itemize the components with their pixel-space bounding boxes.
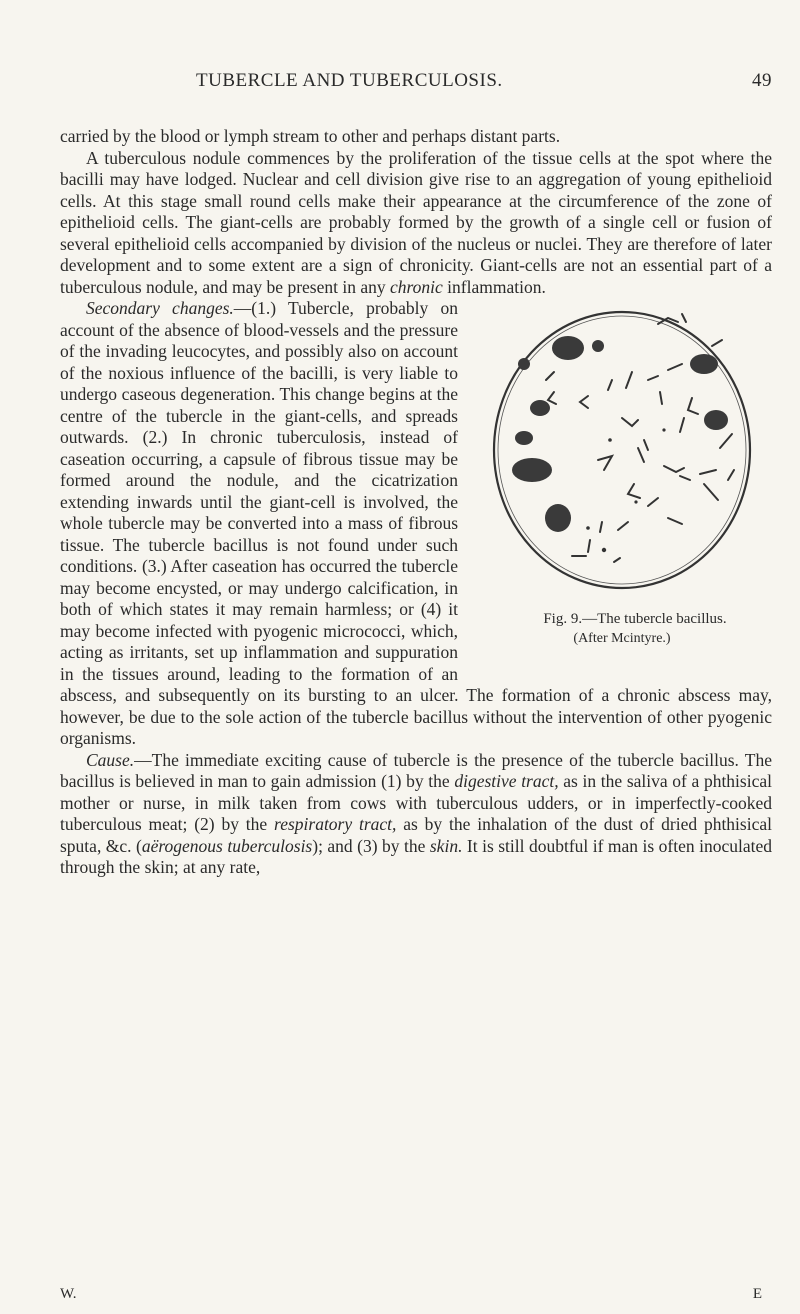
respiratory-tract-emphasis: respiratory tract,: [274, 814, 397, 834]
paragraph-2-end: inflammation.: [442, 276, 546, 297]
paragraph-4-text-c: as by the inhalation of the dust of dried phthisical sputa, &c. (: [60, 814, 772, 856]
running-title: TUBERCLE AND TUBERCULOSIS.: [196, 70, 503, 91]
paragraph-4-text-d: ); and (3) by the: [312, 835, 430, 856]
caption-line-1: Fig. 9.—The tubercle bacillus.: [543, 611, 727, 627]
secondary-changes-heading: Secondary changes.: [86, 298, 234, 318]
paragraph-2: [60, 148, 772, 299]
page-footer: [60, 1286, 772, 1306]
figure-9: [472, 300, 772, 670]
skin-emphasis: skin.: [429, 835, 463, 856]
paragraph-3: [60, 298, 772, 750]
chronic-emphasis: chronic: [389, 276, 443, 297]
caption-line-2: (After Mcintyre.): [573, 631, 671, 646]
paragraph-4-text-e: It is still doubtful if man is often inoculated through the skin; at any rate,: [60, 835, 772, 877]
figure-caption: [472, 610, 772, 648]
paragraph-4-text-b: as in the saliva of a phthisical mother or nurse, in milk taken from cows with tuberculous udders, or in imperfectly-cooked tuberculous meat; (2) by the: [60, 771, 772, 834]
paragraph-4-text-a: —The immediate exciting cause of tubercle is the presence of the tubercle bacillus. The bacillus is believed in man to gain admission (1) by the: [60, 749, 772, 791]
signature-mark-left: W.: [60, 1286, 77, 1302]
aerogenous-emphasis: aërogenous tuberculosis: [141, 835, 313, 856]
digestive-tract-emphasis: digestive tract,: [454, 771, 559, 791]
body-text: [60, 126, 772, 879]
cause-heading: Cause.: [86, 749, 135, 770]
running-header: [60, 70, 772, 96]
signature-mark-right: E: [752, 1286, 762, 1302]
tubercle-bacillus-illustration: [488, 300, 768, 600]
page-number: 49: [752, 70, 772, 91]
paragraph-2-text: A tuberculous nodule commences by the proliferation of the tissue cells at the spot where the bacilli may have lodged. Nuclear and cell division give rise to an aggregation of young epithelioid cells. At this stage small round cells make their appearance at the circumference of the zone of epithelioid cells. The giant-cells are probably formed by the growth of a single cell or fusion of several epithelioid cells accompanied by division of the nucleus or nuclei. They are therefore of later development and to some extent are a sign of chronicity. Giant-cells are not an essential part of a tuberculous nodule, and may be present in any: [60, 147, 772, 297]
paragraph-3-text: —(1.) Tubercle, probably on account of the absence of blood-vessels and the pressure of the invading leucocytes, and possibly also on account of the noxious influence of the bacilli, is very liable to undergo caseous degeneration. This change begins at the centre of the tubercle in the giant-cells, and spreads outwards. (2.) In chronic tuberculosis, instead of caseation occurring, a capsule of fibrous tissue may be formed around the nodule, and the cicatrization extending inwards until the giant-cell is involved, the whole tubercle may be converted into a mass of fibrous tissue. The tubercle bacillus is not found under such conditions. (3.) After caseation has occurred the tubercle may become encysted, or may undergo calcification, in both of which states it may remain harmless; or (4) it may become infected with pyogenic micrococci, which, acting as irritants, set up inflammation and suppuration in the tissues around, leading to the formation of an abscess, and subsequently on its bursting to an ulcer. The formation of a chronic abscess may, however, be due to the sole action of the tubercle bacillus without the intervention of other pyogenic organisms.: [60, 298, 772, 748]
paragraph-1: [60, 126, 772, 148]
paragraph-4: [60, 750, 772, 879]
paragraph-1-text: carried by the blood or lymph stream to other and perhaps distant parts.: [60, 126, 561, 146]
